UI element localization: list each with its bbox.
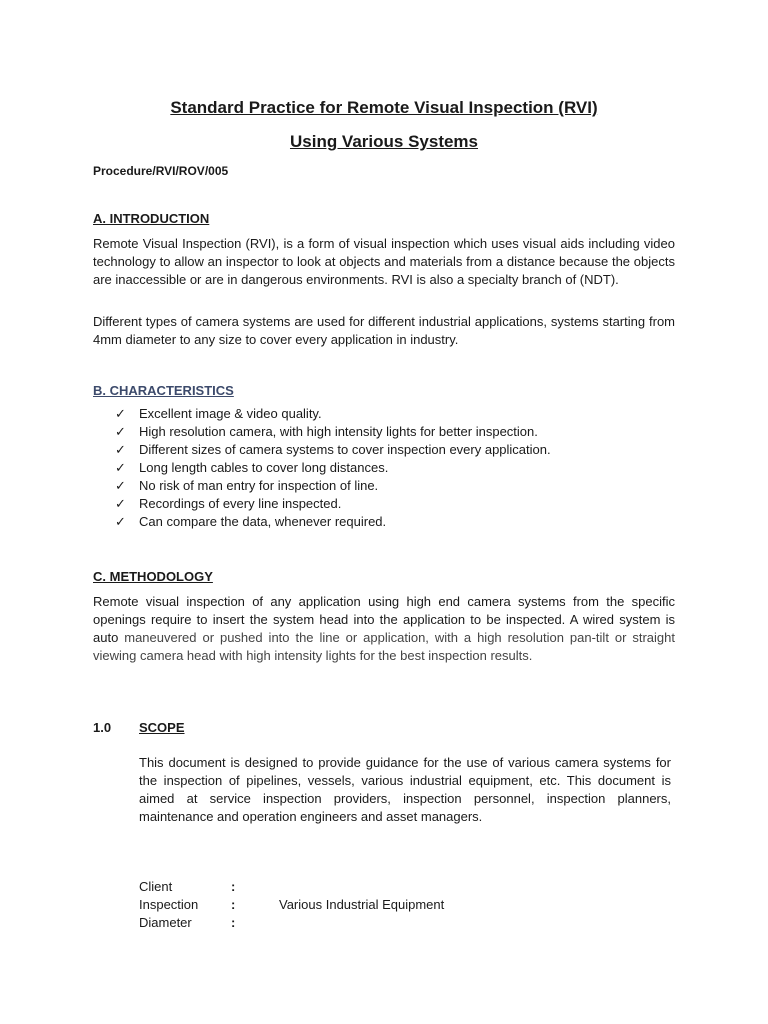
- characteristics-heading: B. CHARACTERISTICS: [93, 383, 234, 398]
- list-item: ✓ High resolution camera, with high intensity lights for better inspection.: [115, 424, 538, 439]
- field-row-client: Client :: [139, 878, 444, 896]
- scope-heading: SCOPE: [139, 720, 185, 735]
- list-item: ✓ Different sizes of camera systems to cover inspection every application.: [115, 442, 551, 457]
- checkmark-icon: ✓: [115, 406, 126, 421]
- list-item: ✓ Long length cables to cover long distances.: [115, 460, 389, 475]
- methodology-paragraph: Remote visual inspection of any application using high end camera systems from the specific openings require to insert the system head into the application to be inspected. A wired system is auto maneuvered or pushed into the line or application, with a high resolution pan-tilt or straight viewing camera head with high intensity lights for the best inspection results.: [93, 594, 675, 663]
- methodology-heading: C. METHODOLOGY: [93, 569, 213, 584]
- checkmark-icon: ✓: [115, 424, 126, 439]
- characteristics-list: [115, 405, 551, 531]
- scope-number: 1.0: [93, 720, 112, 735]
- list-item: ✓ Can compare the data, whenever required.: [115, 514, 387, 529]
- field-row-inspection: Inspection : Various Industrial Equipment: [139, 897, 445, 912]
- checkmark-icon: ✓: [115, 478, 126, 493]
- document-title: Standard Practice for Remote Visual Inspection (RVI): [170, 98, 598, 117]
- procedure-number: Procedure/RVI/ROV/005: [93, 164, 229, 178]
- introduction-paragraph-2: Different types of camera systems are used for different industrial applications, systems starting from 4mm diameter to any size to cover every application in industry.: [93, 314, 675, 347]
- scope-paragraph: This document is designed to provide guidance for the use of various camera systems for the inspection of pipelines, vessels, various industrial equipment, etc. This document is aimed at service inspection providers, inspection personnel, inspection planners, maintenance and operation engineers and asset managers.: [139, 755, 671, 824]
- inspection-fields: [139, 878, 444, 932]
- checkmark-icon: ✓: [115, 514, 126, 529]
- field-label: Diameter: [139, 915, 192, 930]
- field-value: [279, 878, 444, 896]
- list-item: ✓ Recordings of every line inspected.: [115, 496, 342, 511]
- list-item: ✓ Excellent image & video quality.: [115, 406, 322, 421]
- list-item: ✓ No risk of man entry for inspection of line.: [115, 478, 379, 493]
- checkmark-icon: ✓: [115, 496, 126, 511]
- field-label: Client: [139, 879, 173, 894]
- field-value: [279, 914, 444, 932]
- field-row-diameter: Diameter :: [139, 914, 444, 932]
- field-label: Inspection: [139, 897, 199, 912]
- field-value: Various Industrial Equipment: [279, 897, 445, 912]
- checkmark-icon: ✓: [115, 442, 126, 457]
- checkmark-icon: ✓: [115, 460, 126, 475]
- introduction-heading: A. INTRODUCTION: [93, 211, 210, 226]
- introduction-paragraph-1: Remote Visual Inspection (RVI), is a form of visual inspection which uses visual aids including video technology to allow an inspector to look at objects and materials from a distance because the objects are inaccessible or are in dangerous environments. RVI is also a specialty branch of (NDT).: [93, 236, 675, 287]
- document-subtitle: Using Various Systems: [289, 132, 479, 151]
